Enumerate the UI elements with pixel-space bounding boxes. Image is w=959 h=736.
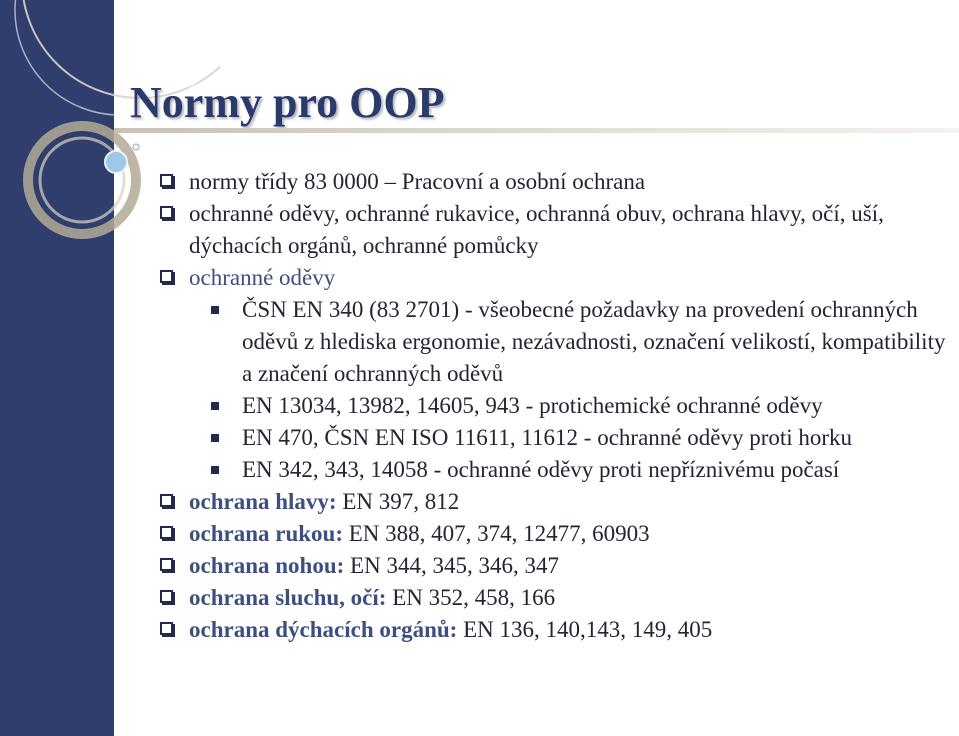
sub-list-item (160, 422, 950, 454)
item-text: normy třídy 83 0000 – Pracovní a osobní ochrana (189, 169, 646, 194)
list-item (160, 198, 950, 262)
item-label: ochrana hlavy: (189, 489, 337, 514)
list-item (160, 262, 950, 294)
checkbox-outline-icon (160, 558, 173, 571)
item-label: ochrana sluchu, očí: (189, 585, 387, 610)
checkbox-outline-icon (160, 590, 173, 603)
checkbox-outline-icon (160, 526, 173, 539)
list-item (160, 518, 950, 550)
checkbox-outline-icon (160, 206, 173, 219)
checkbox-outline-icon (160, 622, 173, 635)
sub-list-item (160, 294, 950, 390)
checkbox-outline-icon (160, 174, 173, 187)
list-item (160, 614, 950, 646)
subitem-text: EN 342, 343, 14058 - ochranné oděvy proti nepříznivému počasí (242, 457, 840, 482)
list-item (160, 166, 950, 198)
sub-list-item (160, 454, 950, 486)
list-item (160, 486, 950, 518)
item-text: EN 397, 812 (336, 489, 460, 514)
item-text: EN 352, 458, 166 (386, 585, 556, 610)
filled-square-icon (211, 306, 219, 314)
bullet-list (160, 166, 950, 646)
subitem-text: EN 13034, 13982, 14605, 943 - protichemické ochranné oděvy (242, 393, 823, 418)
item-text: ochranné oděvy, ochranné rukavice, ochranná obuv, ochrana hlavy, očí, uší, dýchacích orgánů, ochranné pomůcky (189, 201, 884, 258)
slide-title: Normy pro OOP (130, 78, 445, 127)
checkbox-outline-icon (160, 270, 173, 283)
item-label: ochrana dýchacích orgánů: (189, 617, 458, 642)
item-text: EN 136, 140,143, 149, 405 (457, 617, 713, 642)
item-text: EN 388, 407, 374, 12477, 60903 (343, 521, 650, 546)
filled-square-icon (211, 402, 219, 410)
filled-square-icon (211, 466, 219, 474)
filled-square-icon (211, 434, 219, 442)
item-label: ochrana rukou: (189, 521, 343, 546)
list-item (160, 582, 950, 614)
item-label: ochranné oděvy (189, 265, 336, 290)
item-text: EN 344, 345, 346, 347 (344, 553, 559, 578)
subitem-text: EN 470, ČSN EN ISO 11611, 11612 - ochranné oděvy proti horku (242, 425, 853, 450)
sub-list-item (160, 390, 950, 422)
subitem-text: ČSN EN 340 (83 2701) - všeobecné požadavky na provedení ochranných oděvů z hlediska ergonomie, nezávadnosti, označení velikostí, kompatibility a značení ochranných oděvů (242, 297, 946, 386)
sidebar-panel (0, 0, 114, 736)
item-label: ochrana nohou: (189, 553, 345, 578)
list-item (160, 550, 950, 582)
title-underline (114, 128, 959, 133)
checkbox-outline-icon (160, 494, 173, 507)
